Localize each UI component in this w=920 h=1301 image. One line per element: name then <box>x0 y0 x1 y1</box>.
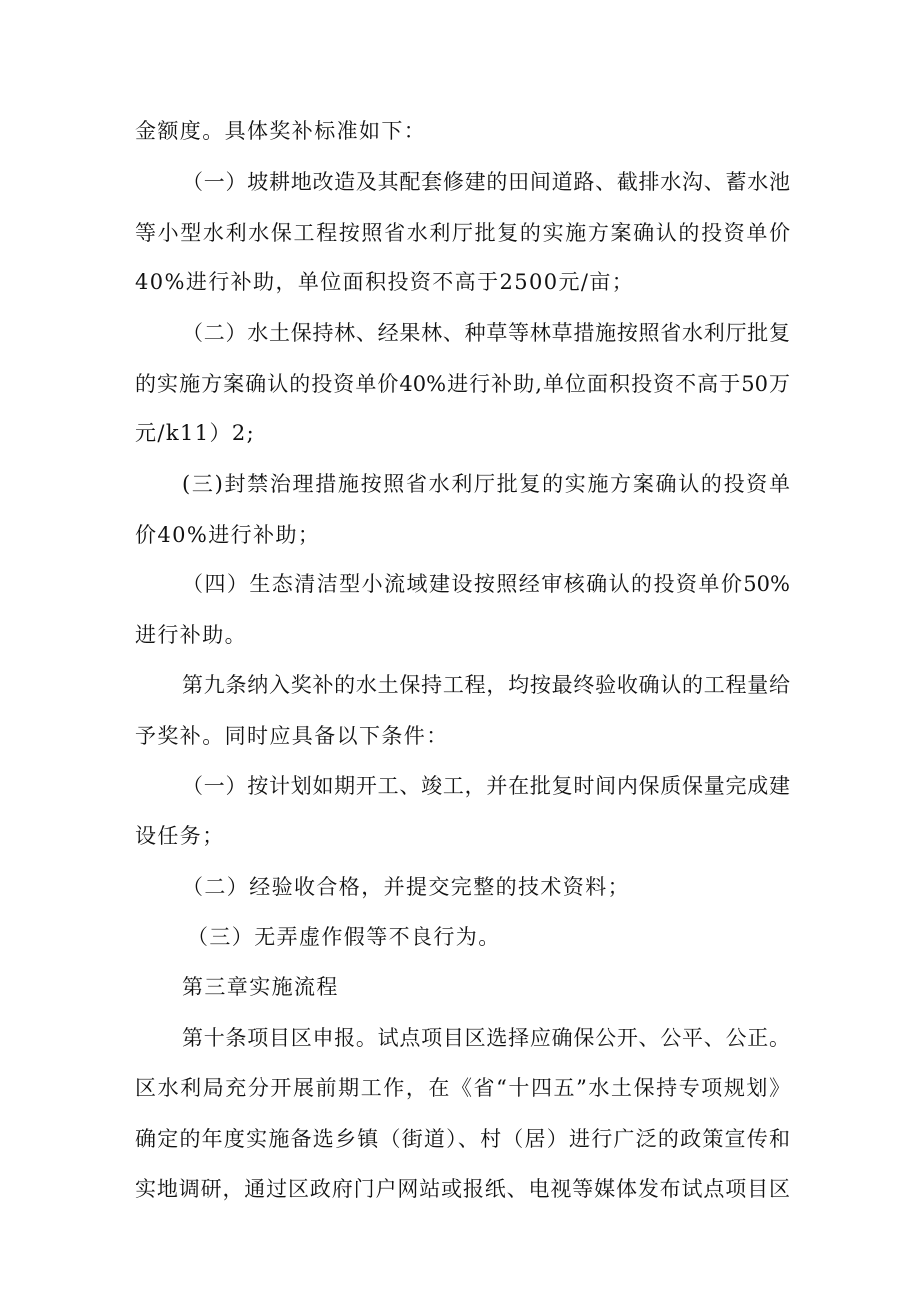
text-line: （一）坡耕地改造及其配套修建的田间道路、截排水沟、蓄水池 <box>182 170 790 194</box>
text-line: 实地调研，通过区政府门户网站或报纸、电视等媒体发布试点项目区 <box>135 1177 790 1201</box>
text-line: 价40%进行补助； <box>135 523 321 547</box>
text-line: （二）经验收合格，并提交完整的技术资料； <box>182 875 630 899</box>
text-line: 40%进行补助，单位面积投资不高于2500元/亩； <box>135 270 635 294</box>
text-line: （三）无弄虚作假等不良行为。 <box>187 925 501 949</box>
text-line: 第九条纳入奖补的水土保持工程，均按最终验收确认的工程量给 <box>182 673 790 697</box>
text-line: 的实施方案确认的投资单价40%进行补助,单位面积投资不高于50万 <box>135 372 790 396</box>
text-line: 元/k11）2; <box>135 421 256 445</box>
text-line: 设任务； <box>135 824 225 848</box>
text-line: （一）按计划如期开工、竣工，并在批复时间内保质保量完成建 <box>182 774 790 798</box>
text-line: 确定的年度实施备选乡镇（街道）、村（居）进行广泛的政策宣传和 <box>135 1127 790 1151</box>
text-line: 金额度。具体奖补标准如下： <box>135 119 427 143</box>
text-line: （二）水土保持林、经果林、种草等林草措施按照省水利厅批复 <box>182 321 790 345</box>
text-line: 予奖补。同时应具备以下条件： <box>135 724 449 748</box>
text-line: 区水利局充分开展前期工作，在《省“十四五”水土保持专项规划》 <box>135 1076 790 1100</box>
text-line: 等小型水利水保工程按照省水利厅批复的实施方案确认的投资单价 <box>135 221 790 245</box>
text-line: 进行补助。 <box>135 623 247 647</box>
text-line: （四）生态清洁型小流域建设按照经审核确认的投资单价50% <box>182 572 790 596</box>
text-line: 第十条项目区申报。试点项目区选择应确保公开、公平、公正。 <box>182 1026 790 1050</box>
chapter-heading: 第三章实施流程 <box>182 975 339 999</box>
text-line: (三)封禁治理措施按照省水利厅批复的实施方案确认的投资单 <box>182 472 790 496</box>
